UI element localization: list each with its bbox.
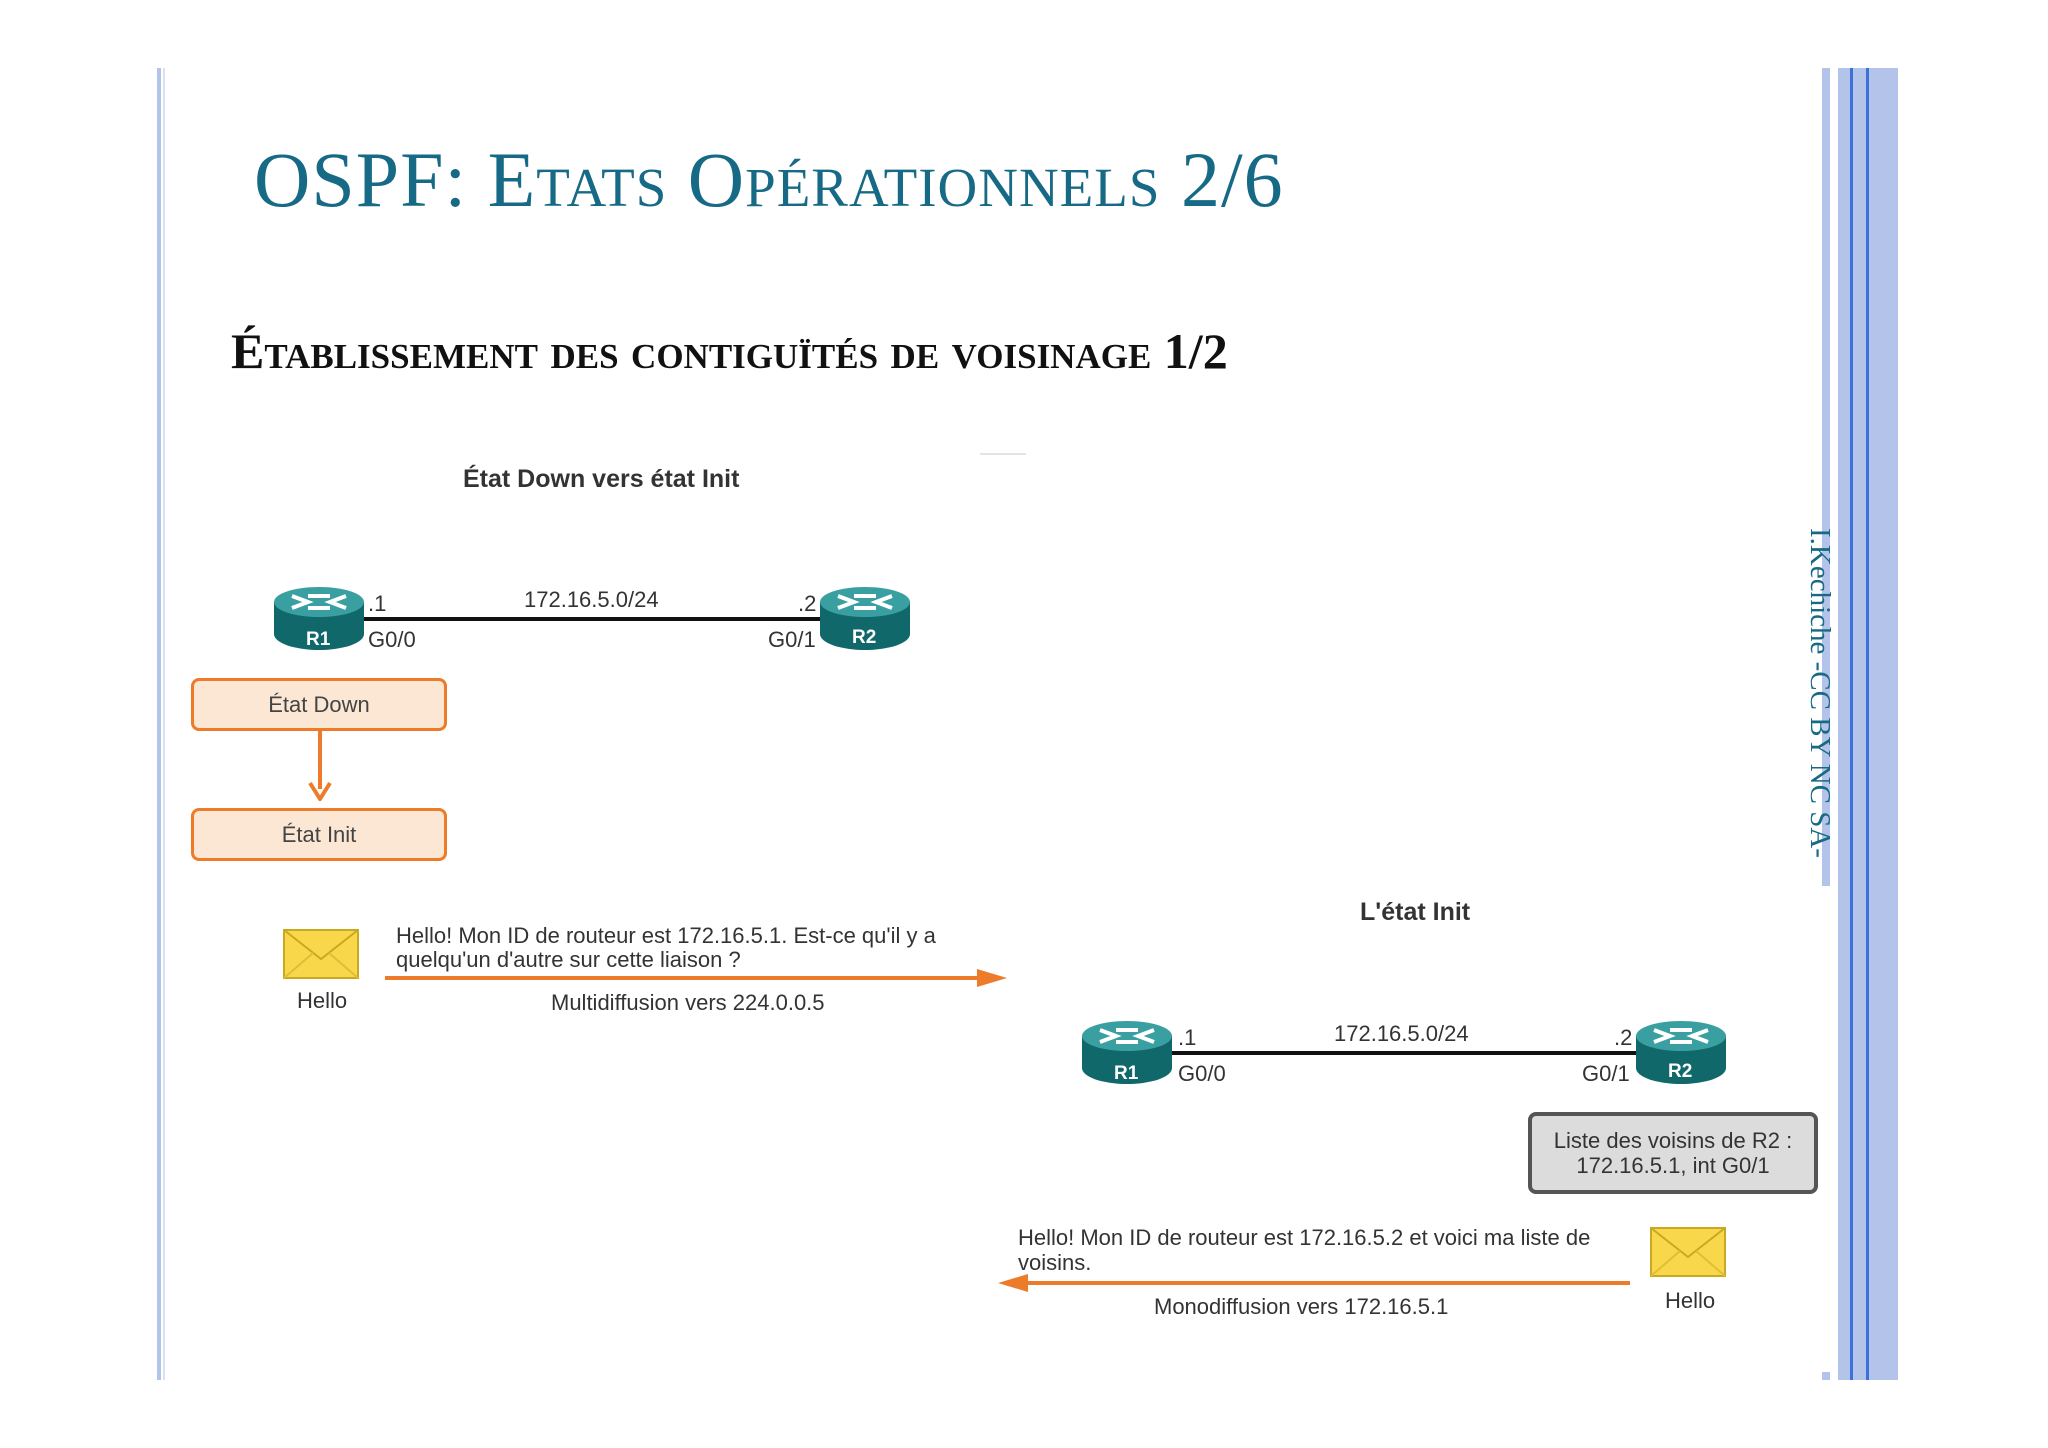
bottom-link-line <box>1150 1051 1640 1055</box>
bottom-r2-name: R2 <box>1668 1061 1693 1082</box>
envelope-icon <box>283 929 359 979</box>
top-message-arrow <box>385 968 1010 988</box>
top-divider <box>980 453 1026 455</box>
bottom-r1-interface: G0/0 <box>1178 1061 1226 1086</box>
neighbors-list-box <box>1528 1112 1818 1194</box>
envelope-icon <box>1650 1227 1726 1277</box>
bottom-message-line2: voisins. <box>1018 1250 1092 1275</box>
bottom-message-line1: Hello! Mon ID de routeur est 172.16.5.2 et voici ma liste de <box>1018 1225 1591 1250</box>
bottom-router-r1 <box>1080 1019 1174 1087</box>
bottom-router-r2 <box>1634 1019 1728 1087</box>
right-arrow-icon <box>385 968 1010 988</box>
bottom-r1-name: R1 <box>1114 1063 1139 1084</box>
top-network-label: 172.16.5.0/24 <box>524 587 659 612</box>
top-r2-host: .2 <box>798 591 817 616</box>
top-r2-interface: G0/1 <box>768 627 816 652</box>
slide-title: OSPF: Etats Opérationnels 2/6 <box>254 136 1284 223</box>
top-delivery-label: Multidiffusion vers 224.0.0.5 <box>551 990 825 1015</box>
top-message-line2: quelqu'un d'autre sur cette liaison ? <box>396 947 741 972</box>
slide-subtitle: Établissement des contiguïtés de voisinage 1/2 <box>231 323 1228 379</box>
bottom-network-label: 172.16.5.0/24 <box>1334 1021 1469 1046</box>
state-arrow <box>308 731 332 801</box>
bottom-message-arrow <box>998 1273 1630 1293</box>
bottom-r2-interface: G0/1 <box>1582 1061 1630 1086</box>
right-decor-line-2 <box>1866 68 1869 1380</box>
left-arrow-icon <box>998 1273 1630 1293</box>
bottom-delivery-label: Monodiffusion vers 172.16.5.1 <box>1154 1294 1449 1319</box>
top-router-r2 <box>818 585 912 653</box>
right-decor-line-1 <box>1850 68 1853 1380</box>
bottom-diagram-heading: L'état Init <box>1360 898 1471 926</box>
bottom-r1-host: .1 <box>1178 1025 1197 1050</box>
top-r1-name: R1 <box>306 629 331 650</box>
neighbors-line1: Liste des voisins de R2 : <box>1553 1128 1793 1153</box>
top-r2-name: R2 <box>852 627 877 648</box>
top-r1-host: .1 <box>368 591 387 616</box>
bottom-hello-label: Hello <box>1665 1288 1716 1313</box>
down-arrow-icon <box>308 731 332 801</box>
credit-text: I.Kechiche -CC BY NC SA- <box>1804 528 1836 858</box>
bottom-hello-envelope <box>1650 1227 1726 1277</box>
left-border-line-thin <box>163 68 165 1380</box>
bottom-r2-host: .2 <box>1614 1025 1633 1050</box>
left-border-line <box>157 68 161 1380</box>
state-down-box: État Down <box>191 678 447 731</box>
top-message-line1: Hello! Mon ID de routeur est 172.16.5.1. Est-ce qu'il y a <box>396 923 936 948</box>
top-hello-envelope <box>283 929 359 979</box>
top-diagram-heading: État Down vers état Init <box>463 465 740 493</box>
top-r1-interface: G0/0 <box>368 627 416 652</box>
right-border-bar-dot <box>1822 1372 1830 1380</box>
neighbors-line2: 172.16.5.1, int G0/1 <box>1576 1153 1770 1178</box>
top-link-line <box>340 617 830 621</box>
top-hello-label: Hello <box>297 988 348 1013</box>
state-init-box: État Init <box>191 808 447 861</box>
top-router-r1 <box>272 585 366 653</box>
